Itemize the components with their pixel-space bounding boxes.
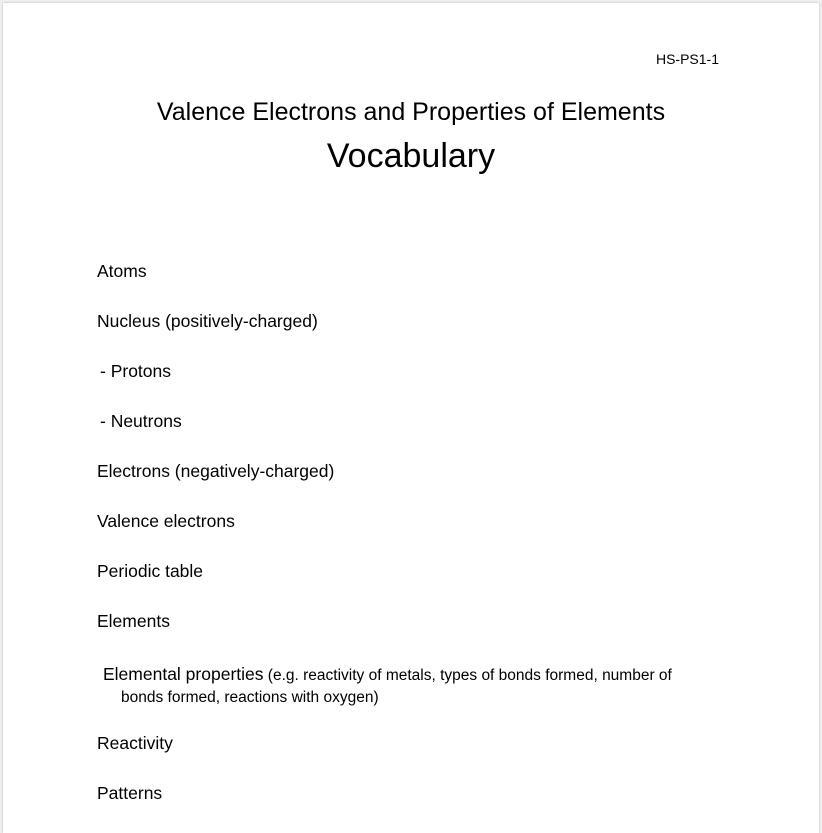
term-protons: - Protons bbox=[100, 361, 171, 381]
term-electrons: Electrons (negatively-charged) bbox=[97, 461, 335, 481]
elemental-properties-note-cont: bonds formed, reactions with oxygen) bbox=[121, 689, 379, 706]
document-page bbox=[3, 3, 819, 833]
term-elements: Elements bbox=[97, 611, 170, 631]
elemental-properties-term: Elemental properties bbox=[103, 664, 264, 684]
document-title: Vocabulary bbox=[326, 137, 496, 175]
term-nucleus: Nucleus (positively-charged) bbox=[97, 311, 318, 331]
elemental-properties-note: (e.g. reactivity of metals, types of bonds formed, number of bbox=[263, 667, 672, 684]
term-elemental-properties bbox=[103, 663, 743, 709]
term-neutrons: - Neutrons bbox=[100, 411, 182, 431]
term-reactivity: Reactivity bbox=[97, 733, 173, 753]
document-subtitle: Valence Electrons and Properties of Elements bbox=[156, 98, 666, 126]
standard-code: HS-PS1-1 bbox=[655, 51, 719, 67]
term-atoms: Atoms bbox=[97, 261, 147, 281]
term-patterns: Patterns bbox=[97, 783, 163, 803]
term-valence-electrons: Valence electrons bbox=[97, 511, 235, 531]
term-periodic-table: Periodic table bbox=[97, 561, 204, 581]
